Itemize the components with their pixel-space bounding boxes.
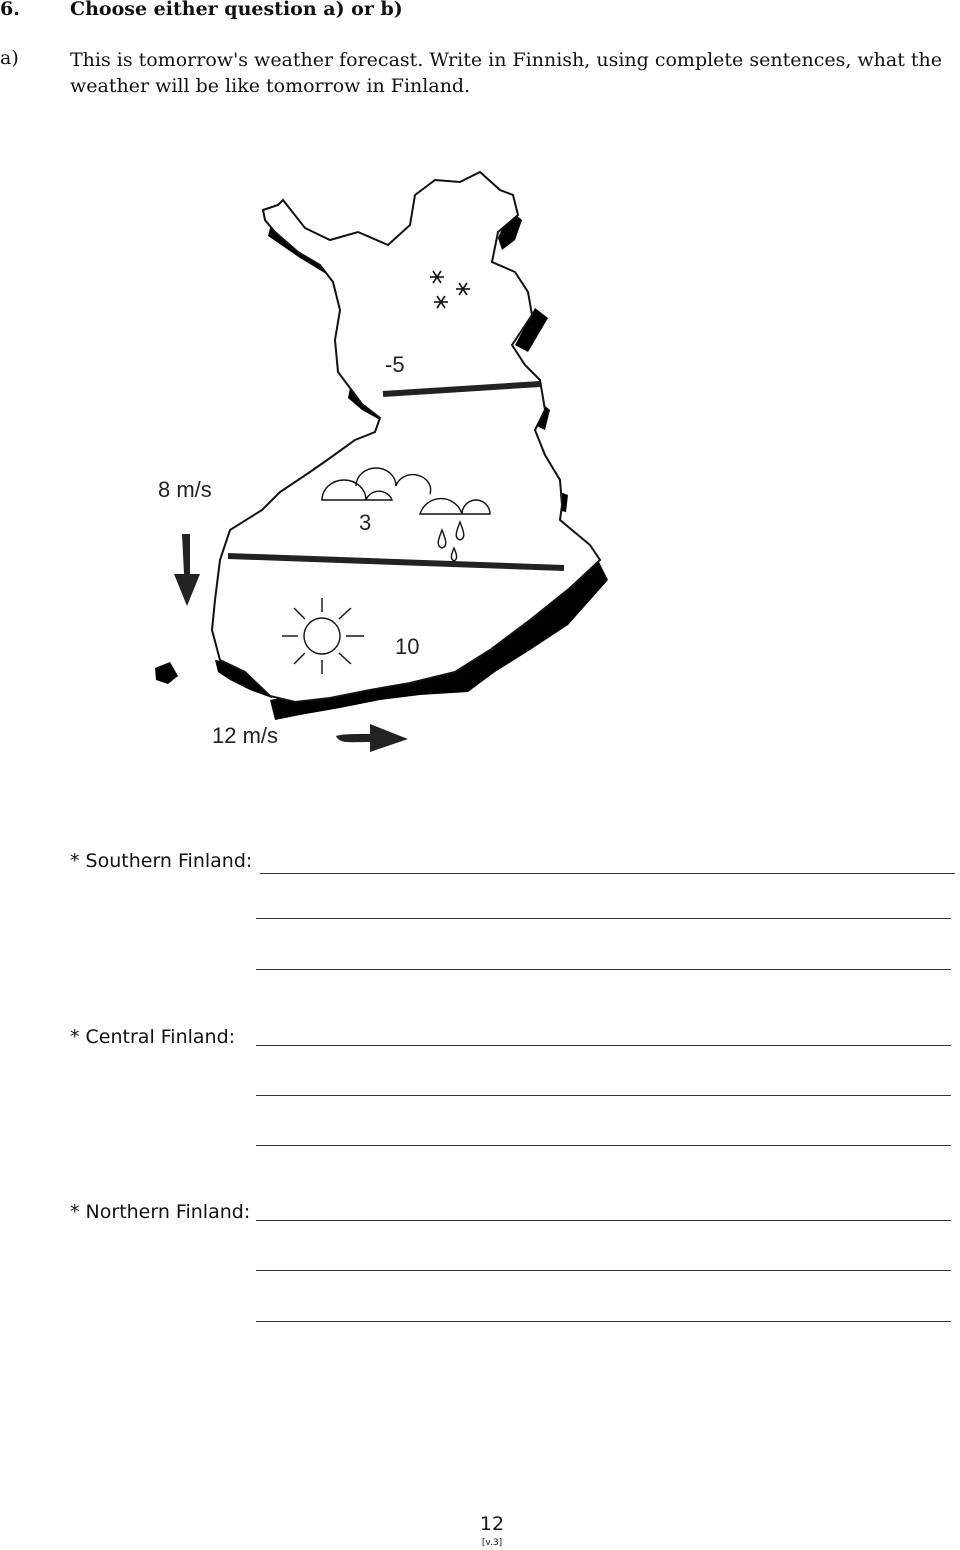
central-answer-line-3[interactable]	[256, 1145, 951, 1146]
northern-answer-line-3[interactable]	[256, 1321, 951, 1322]
south-wind-speed: 12 m/s	[212, 723, 279, 748]
southern-answer-line-1[interactable]	[260, 873, 955, 874]
south-temperature: 10	[395, 634, 420, 659]
northern-answer-line-2[interactable]	[256, 1270, 951, 1271]
version-label: [v.3]	[481, 1538, 503, 1548]
instructions: This is tomorrow's weather forecast. Write in Finnish, using complete sentences, what the weather will be like tomorrow in Finland.	[70, 49, 943, 97]
question-number: 6.	[0, 0, 20, 20]
southern-finland-label: * Southern Finland:	[70, 850, 253, 872]
central-answer-line-1[interactable]	[256, 1045, 951, 1046]
south-wind-arrow-icon	[336, 724, 408, 752]
central-finland-label: * Central Finland:	[70, 1026, 236, 1048]
west-wind-speed: 8 m/s	[158, 477, 212, 502]
question-title: Choose either question a) or b)	[70, 0, 403, 20]
part-a-label: a)	[0, 47, 19, 69]
north-temperature: -5	[385, 352, 405, 377]
page-number: 12	[479, 1513, 505, 1535]
central-temperature: 3	[359, 510, 372, 535]
northern-finland-label: * Northern Finland:	[70, 1201, 251, 1223]
southern-answer-line-2[interactable]	[256, 918, 951, 919]
central-answer-line-2[interactable]	[256, 1095, 951, 1096]
northern-answer-line-1[interactable]	[256, 1220, 951, 1221]
west-wind-arrow-icon	[174, 534, 200, 606]
southern-answer-line-3[interactable]	[256, 969, 951, 970]
